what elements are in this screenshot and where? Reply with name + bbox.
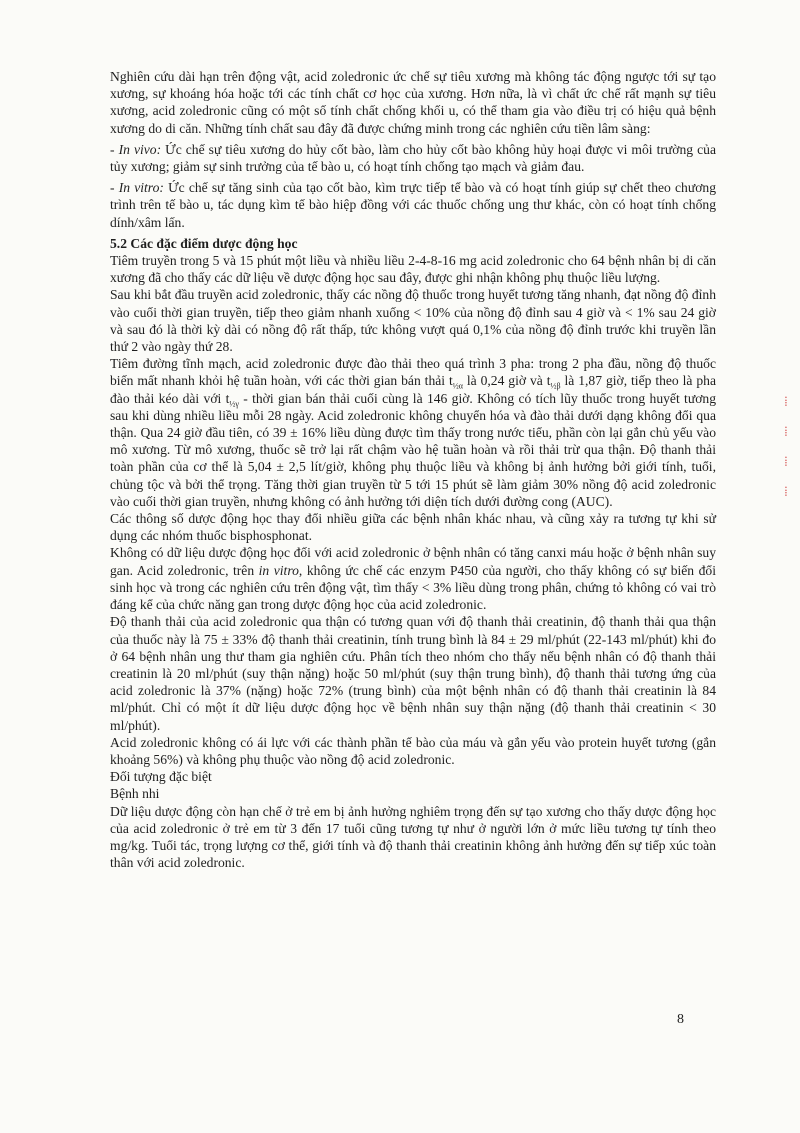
stamp-mark: ⁞	[784, 425, 788, 440]
paragraph-in-vitro: - In vitro: Ức chế sự tăng sinh của tạo cốt bào, kìm trực tiếp tế bào và có hoạt tính giúp sự chết theo chương trình trên tế bào u, tác dụng kìm tế bào hiệp đồng với các thuốc chống ung thư khác, còn có hoạt tính chống dính/xâm lấn.	[110, 180, 716, 230]
paragraph-pediatric: Dữ liệu dược động còn hạn chế ở trẻ em bị ảnh hưởng nghiêm trọng đến sự tạo xương cho thấy dược động học của acid zoledronic ở trẻ em từ 3 đến 17 tuổi cũng tương tự như ở người lớn ở mức liều tương tự tính theo mg/kg. Tuổi tác, trọng lượng cơ thể, giới tính và độ thanh thải creatinin không ảnh hưởng đến sự tiếp xúc toàn thân với acid zoledronic.	[110, 803, 716, 871]
paragraph-plasma-levels: Sau khi bắt đầu truyền acid zoledronic, thấy các nồng độ thuốc trong huyết tương tăng nhanh, đạt nồng độ đỉnh vào cuối thời gian truyền, tiếp theo giảm nhanh xuống < 10% của nồng độ đỉnh sau 4 giờ và < 1% sau 24 giờ và sau đó là thời kỳ dài có nồng độ rất thấp, tức không vượt quá 0,1% của nồng độ đỉnh trước khi truyền lần thứ 2 vào ngày thứ 28.	[110, 287, 716, 355]
paragraph-infusion: Tiêm truyền trong 5 và 15 phút một liều và nhiều liều 2-4-8-16 mg acid zoledronic cho 64 bệnh nhân bị di căn xương đã cho thấy các dữ liệu về dược động học sau đây, được ghi nhận không phụ thuộc liều lượng.	[110, 253, 716, 286]
subheading-pediatric: Bệnh nhi	[110, 786, 160, 802]
subheading-special-populations: Đối tượng đặc biệt	[110, 769, 212, 785]
paragraph-hepatic: Không có dữ liệu dược động học đối với acid zoledronic ở bệnh nhân có tăng canxi máu hoặc ở bệnh nhân suy gan. Acid zoledronic, trên in vitro, không ức chế các enzym P450 của người, cho thấy không có sự biến đổi sinh học và trong các nghiên cứu trên động vật, tìm thấy < 3% liều dùng trong phân, chứng tỏ không có vai trò đáng kể của chức năng gan trong dược động học của acid zoledronic.	[110, 545, 716, 613]
paragraph-elimination: Tiêm đường tĩnh mạch, acid zoledronic được đào thải theo quá trình 3 pha: trong 2 pha đầu, nồng độ thuốc biến mất nhanh khỏi hệ tuần hoàn, với các thời gian bán thải $t_{\frac{1}{2}\alpha}$ là 0,24 giờ và $t_{\frac{1}{2}\beta}$ là 1,87 giờ, tiếp theo là pha đào thải kéo dài với $t_{\frac{1}{2}\gamma}$ - thời gian bán thải cuối cùng là 146 giờ. Không có tích lũy thuốc trong huyết tương sau khi dùng nhiều liều mỗi 28 ngày. Acid zoledronic không chuyển hóa và đào thải dưới dạng không đổi qua thận. Qua 24 giờ đầu tiên, có 39 ± 16% liều dùng được tìm thấy trong nước tiểu, phần còn lại gắn chủ yếu vào mô xương. Từ mô xương, thuốc sẽ trở lại rất chậm vào hệ tuần hoàn và rồi thải trừ qua thận. Độ thanh thải toàn phần của cơ thể là 5,04 ± 2,5 lít/giờ, không phụ thuộc liều và không bị ảnh hưởng bởi giới tính, tuổi, chủng tộc và bởi thể trọng. Tăng thời gian truyền từ 5 tới 15 phút sẽ làm giảm 30% nồng độ acid zoledronic vào cuối thời gian truyền, nhưng không có ảnh hưởng tới diện tích dưới đường cong (AUC).	[110, 356, 716, 509]
paragraph-in-vivo: - In vivo: Ức chế sự tiêu xương do hủy cốt bào, làm cho hủy cốt bào không hủy hoại được vi môi trường của tủy xương; giảm sự sinh trưởng của tế bào u, có hoạt tính chống tạo mạch và giảm đau.	[110, 141, 716, 175]
stamp-mark: ⁞	[784, 485, 788, 500]
stamp-mark: ⁞	[784, 455, 788, 470]
page-number: 8	[677, 1012, 684, 1027]
in-vitro-label: - In vitro:	[110, 180, 164, 196]
section-heading: 5.2 Các đặc điểm dược động học	[110, 235, 298, 251]
document-body	[110, 68, 716, 871]
paragraph-intro: Nghiên cứu dài hạn trên động vật, acid zoledronic ức chế sự tiêu xương mà không tác động ngược tới sự tạo xương, sự khoáng hóa hoặc tới các tính chất cơ học của xương. Hơn nữa, là vì chất ức chế rất mạnh sự tiêu xương, acid zoledronic cũng có một số tính chất chống khối u, có thể tham gia vào điều trị có hiệu quả bệnh xương do di căn. Những tính chất sau đây đã được chứng minh trong các nghiên cứu tiền lâm sàng:	[110, 69, 716, 136]
margin-stamp-marks	[784, 395, 800, 515]
paragraph-renal: Độ thanh thải của acid zoledronic qua thận có tương quan với độ thanh thải creatinin, độ thanh thải qua thận của thuốc này là 75 ± 33% độ thanh thải creatinin, tính trung bình là 84 ± 29 ml/phút (22-143 ml/phút) khi đo ở 64 bệnh nhân ung thư tham gia nghiên cứu. Phân tích theo nhóm cho thấy nếu bệnh nhân có độ thanh thải creatinin là 20 ml/phút (suy thận nặng) hoặc 50 ml/phút (suy thận trung bình), độ thanh thải tương ứng của acid zoledronic là 37% (nặng) hoặc 72% (trung bình) của một bệnh nhân có độ thanh thải creatinin là 84 ml/phút. Chỉ có một ít dữ liệu dược động học về bệnh nhân suy thận nặng (độ thanh thải creatinin < 30 ml/phút).	[110, 614, 716, 733]
in-vivo-label: - In vivo:	[110, 141, 162, 157]
paragraph-variability: Các thông số dược động học thay đổi nhiều giữa các bệnh nhân khác nhau, và cũng xảy ra tương tự khi sử dụng các nhóm thuốc bisphosphonat.	[110, 511, 716, 544]
paragraph-protein-binding: Acid zoledronic không có ái lực với các thành phần tế bào của máu và gắn yếu vào protein huyết tương (gắn khoảng 56%) và không phụ thuộc vào nồng độ acid zoledronic.	[110, 734, 716, 767]
stamp-mark: ⁞	[784, 395, 788, 410]
